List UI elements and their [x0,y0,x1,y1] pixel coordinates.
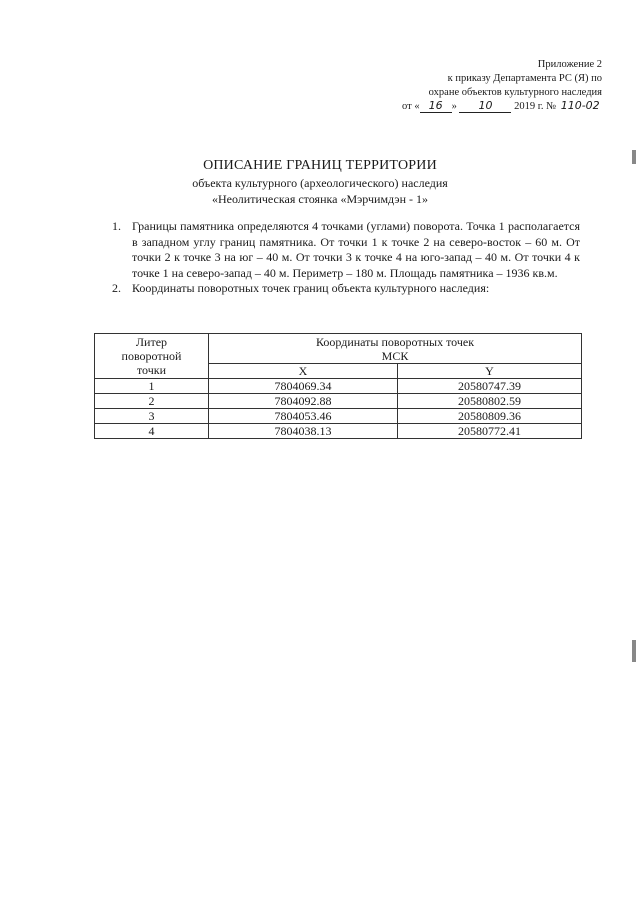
cell-point: 2 [95,394,209,409]
appendix-date-line [402,100,602,114]
table-row [95,379,582,394]
document-title-block [0,157,640,207]
column-header-point [95,334,209,379]
list-item-text: Границы памятника определяются 4 точками (углами) поворота. Точка 1 располагается в западном углу границ памятника. От точки 1 к точке 2 на северо-восток – 60 м. От точки 2 к точке 3 на юг – 40 м. От точки 3 к точке 4 на юго-запад – 40 м. От точки 4 к точке 1 на северо-запад – 40 м. Периметр – 180 м. Площадь памятника – 1936 кв.м. [132,219,580,280]
table-row [95,424,582,439]
list-item-text: Координаты поворотных точек границ объекта культурного наследия: [132,281,490,295]
cell-point: 4 [95,424,209,439]
cell-y: 20580802.59 [398,394,582,409]
cell-y: 20580747.39 [398,379,582,394]
cell-x: 7804053.46 [209,409,398,424]
date-month-handwritten: 10 [459,100,511,113]
cell-y: 20580809.36 [398,409,582,424]
date-year: 2019 г. № [514,101,557,112]
column-group-header-line2: МСК [381,348,409,363]
list-item [112,219,580,281]
list-item [112,281,580,297]
date-mid: » [451,101,457,112]
date-day-handwritten: 16 [420,100,452,113]
document-subtitle-object: объекта культурного (археологического) наследия [192,176,448,190]
cell-x: 7804038.13 [209,424,398,439]
column-group-header-line1: Координаты поворотных точек [315,334,475,349]
appendix-title: Приложение 2 [537,59,602,70]
appendix-department-line: охране объектов культурного наследия [428,87,602,98]
table-row [95,394,582,409]
table-row [95,409,582,424]
appendix-header [402,58,602,114]
cell-y: 20580772.41 [398,424,582,439]
column-group-header [209,334,582,364]
column-header-point-label: Литер поворотной точки [121,335,182,377]
scan-margin-mark [632,150,636,164]
order-number-handwritten: 110-02 [560,99,600,112]
cell-point: 3 [95,409,209,424]
cell-x: 7804069.34 [209,379,398,394]
column-header-y: Y [398,364,582,379]
cell-x: 7804092.88 [209,394,398,409]
column-header-x: X [209,364,398,379]
description-list [112,219,580,297]
appendix-order-line: к приказу Департамента РС (Я) по [447,73,602,84]
scan-margin-mark [632,640,636,662]
list-item-number: 2. [112,281,121,295]
document-title: ОПИСАНИЕ ГРАНИЦ ТЕРРИТОРИИ [203,158,437,173]
date-prefix: от « [402,101,420,112]
document-subtitle-name: «Неолитическая стоянка «Мэрчимдэн - 1» [211,192,429,206]
list-item-number: 1. [112,219,121,233]
cell-point: 1 [95,379,209,394]
coordinates-table [94,333,582,439]
